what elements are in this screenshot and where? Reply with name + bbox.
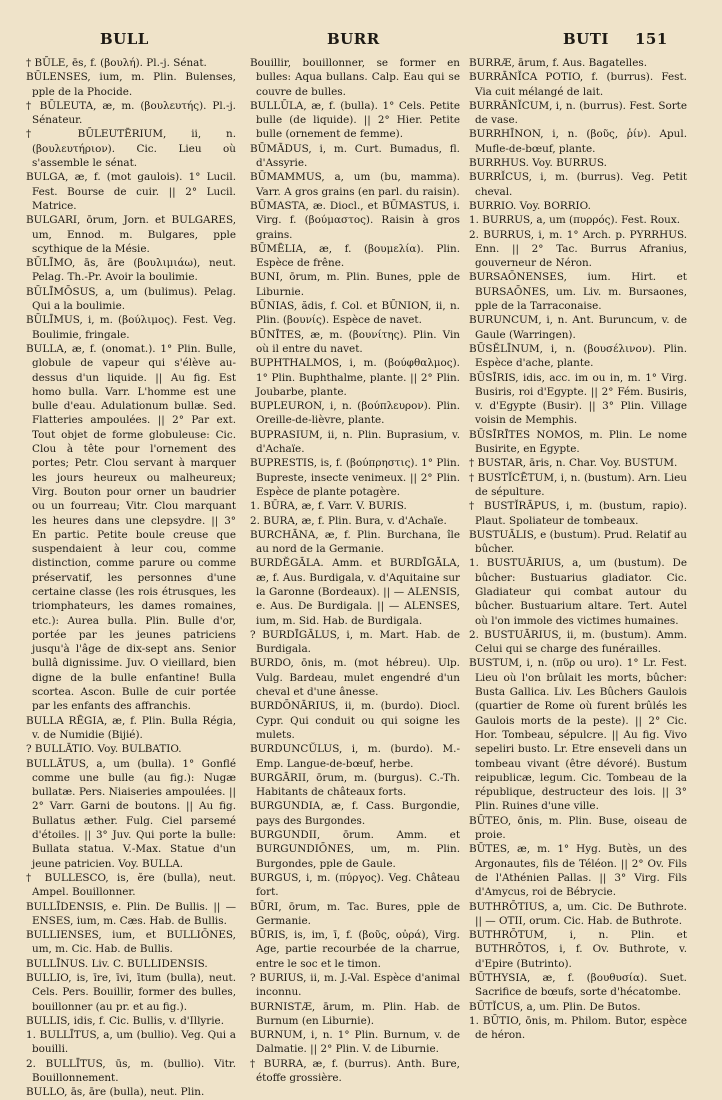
dictionary-entry: ? BURDĪGĀLUS, i, m. Mart. Hab. de Burdigala. <box>250 628 460 656</box>
dictionary-entry: BŪMĒLIA, æ, f. (βουμελία). Plin. Espèce de frêne. <box>250 242 460 270</box>
dictionary-entry: BURRHĪNON, i, n. (βοῦς, ῥίν). Apul. Mufle-de-bœuf, plante. <box>469 128 687 155</box>
dictionary-entry: † BURRA, æ, f. (burrus). Anth. Bure, étoffe grossière. <box>250 1057 460 1085</box>
dictionary-entry: BUNI, ōrum, m. Plin. Bunes, pple de Liburnie. <box>250 271 460 298</box>
dictionary-entry: BUPLEURON, i, n. (βούπλευρον). Plin. Oreille-de-lièvre, plante. <box>250 400 460 427</box>
page-number: 151 <box>635 30 668 48</box>
dictionary-entry: BUTHRŌTIUS, a, um. Cic. De Buthrote. || — OTII, orum. Cic. Hab. de Buthrote. <box>469 900 687 927</box>
dictionary-entry: BURRĬCUS, i, m. (burrus). Veg. Petit cheval. <box>469 171 687 198</box>
column-right <box>469 56 687 1078</box>
dictionary-entry: 2. BURA, æ, f. Plin. Bura, v. d'Achaïe. <box>250 514 447 527</box>
dictionary-entry: BŪLĪMUS, i, m. (βούλιμος). Fest. Veg. Boulimie, fringale. <box>26 314 236 341</box>
dictionary-entry: 1. BŪRA, æ, f. Varr. V. BURIS. <box>250 500 407 513</box>
dictionary-entry: BŪNIAS, ădis, f. Col. et BŪNION, ii, n. Plin. (βουνίς). Espèce de navet. <box>250 300 460 327</box>
dictionary-entry: BUSTUĀLIS, e (bustum). Prud. Relatif au bûcher. <box>469 528 687 556</box>
dictionary-entry: BURNISTÆ, ārum, m. Plin. Hab. de Burnum (en Liburnie). <box>250 1000 460 1027</box>
dictionary-entry: ? BURIUS, ii, m. J.-Val. Espèce d'animal inconnu. <box>250 972 460 999</box>
dictionary-entry: BUPRESTIS, is, f. (βούπρηστις). 1° Plin. Bupreste, insecte venimeux. || 2° Plin. Espèce de plante potagère. <box>250 457 460 498</box>
dictionary-entry: BULLA, æ, f. (onomat.). 1° Plin. Bulle, globule de vapeur qui s'élève au-dessus d'un liquide. || Au fig. Est homo bulla. Varr. L'homme est une bulle d'eau. Adulationum bullæ. Sed. Flatteries ampoulées. || 2° Par ext. Tout objet de forme globuleuse: Cic. Clou à tête pour l'ornement des portes; Petr. Clou servant à marquer les jours heureux ou malheureux; Virg. Bouton pour orner un baudrier ou un fourreau; Vitr. Clou marquant les heures dans une clepsydre. || 3° En partic. Petite boule creuse que suspendaient à leur cou, comme distinction, comme parure ou comme préservatif, les personnes d'une certaine classe (les rois étrusques, les triomphateurs, les dames romaines, etc.): Aurea bulla. Plin. Bulle d'or, portée par les jeunes patriciens jusqu'à l'âge de dix-sept ans. Senior bullâ dignissime. Juv. O vieillard, bien digne de la bulle enfantine! Bulla scortea. Ascon. Bulle de cuir portée par les enfants des affranchis. <box>26 342 236 713</box>
dictionary-entry: BURUNCUM, i, n. Ant. Buruncum, v. de Gaule (Warringen). <box>469 314 687 341</box>
dictionary-entry: BURRIO. Voy. BORRIO. <box>469 199 591 212</box>
dictionary-entry: † BŪLE, ēs, f. (βουλή). Pl.-j. Sénat. <box>26 57 207 69</box>
dictionary-entry: BŪMAMMUS, a, um (bu, mamma). Varr. A gros grains (en parl. du raisin). <box>250 171 460 198</box>
running-head-left: BULL <box>100 30 149 48</box>
dictionary-entry: 1. BUSTUĀRIUS, a, um (bustum). De bûcher: Bustuarius gladiator. Cic. Gladiateur qui combat autour du bûcher. Bustuarium altare. Tert. Autel où l'on immole des victimes humaines. <box>469 557 687 627</box>
dictionary-entry: BULLĪDENSIS, e. Plin. De Bullis. || — ENSES, ium, m. Cæs. Hab. de Bullis. <box>26 900 236 927</box>
dictionary-entry: BŪMASTA, æ. Diocl., et BŪMASTUS, i. Virg. f. (βούμαστος). Raisin à gros grains. <box>250 199 460 241</box>
dictionary-entry: BURCHĀNA, æ, f. Plin. Burchana, île au nord de la Germanie. <box>250 528 460 556</box>
dictionary-entry: BURDO, ōnis, m. (mot hébreu). Ulp. Vulg. Bardeau, mulet engendré d'un cheval et d'une ânesse. <box>250 657 460 699</box>
dictionary-entry: BŪTES, æ, m. 1° Hyg. Butès, un des Argonautes, fils de Téléon. || 2° Ov. Fils de l'Athénien Pallas. || 3° Virg. Fils d'Amycus, roi de Bébrycie. <box>469 843 687 899</box>
running-head-center: BURR <box>327 30 380 48</box>
dictionary-entry: BUTHRŌTUM, i, n. Plin. et BUTHRŌTOS, i, f. Ov. Buthrote, v. d'Epire (Butrinto). <box>469 929 687 970</box>
dictionary-entry: BŪLĪMŌSUS, a, um (bulimus). Pelag. Qui a la boulimie. <box>26 285 236 313</box>
dictionary-entry: BURGĀRII, ōrum, m. (burgus). C.-Th. Habitants de châteaux forts. <box>250 771 460 799</box>
dictionary-entry: † BULLESCO, is, ĕre (bulla), neut. Ampel. Bouillonner. <box>26 871 236 899</box>
dictionary-entry: 1. BURRUS, a, um (πυρρός). Fest. Roux. <box>469 214 681 227</box>
dictionary-entry: † BŪLEUTĒRIUM, ii, n. (βουλευτήριον). Cic. Lieu où s'assemble le sénat. <box>26 128 236 170</box>
dictionary-entry: 1. BŪTIO, ōnis, m. Philom. Butor, espèce de héron. <box>469 1014 687 1042</box>
dictionary-entry: BULGARI, ōrum, Jorn. et BULGARES, um, Ennod. m. Bulgares, pple scythique de la Mésie. <box>26 214 236 255</box>
dictionary-entry: BŪTHYSIA, æ, f. (βουθυσία). Suet. Sacrifice de bœufs, sorte d'hécatombe. <box>469 972 687 999</box>
dictionary-entry: BURRĀNĬCA POTIO, f. (burrus). Fest. Via cuit mélangé de lait. <box>469 71 687 98</box>
dictionary-entry: † BUSTAR, āris, n. Char. Voy. BUSTUM. <box>469 457 678 470</box>
dictionary-entry: ? BULLĀTIO. Voy. BULBATIO. <box>26 743 182 756</box>
dictionary-entry: BURNUM, i, n. 1° Plin. Burnum, v. de Dalmatie. || 2° Plin. V. de Liburnie. <box>250 1029 460 1056</box>
dictionary-entry: Bouillir, bouillonner, se former en bulles: Aqua bullans. Calp. Eau qui se couvre de bulles. <box>250 57 460 98</box>
dictionary-entry: BŪNĪTES, æ, m. (βουνίτης). Plin. Vin où il entre du navet. <box>250 328 460 355</box>
dictionary-entry: BUPHTHALMOS, i, m. (βούφθαλμος). 1° Plin. Buphthalme, plante. || 2° Plin. Joubarbe, plante. <box>250 357 460 398</box>
dictionary-entry: BURRHUS. Voy. BURRUS. <box>469 157 607 170</box>
dictionary-entry: 1. BULLĪTUS, a, um (bullio). Veg. Qui a bouilli. <box>26 1029 236 1056</box>
dictionary-entry: BURGUS, i, m. (πύργος). Veg. Château fort. <box>250 871 460 899</box>
dictionary-entry: BULLO, ās, āre (bulla), neut. Plin. <box>26 1086 205 1099</box>
dictionary-entry: BŪLĪMO, ās, āre (βουλιμιάω), neut. Pelag. Th.-Pr. Avoir la boulimie. <box>26 257 236 284</box>
dictionary-entry: BURDUNCŬLUS, i, m. (burdo). M.-Emp. Langue-de-bœuf, herbe. <box>250 743 460 770</box>
dictionary-entry: BULLIO, is, īre, īvi, ītum (bulla), neut. Cels. Pers. Bouillir, former des bulles, bouillonner (au pr. et au fig.). <box>26 972 236 1013</box>
dictionary-entry: BULGA, æ, f. (mot gaulois). 1° Lucil. Fest. Bourse de cuir. || 2° Lucil. Matrice. <box>26 171 236 212</box>
dictionary-entry: BULLĀTUS, a, um (bulla). 1° Gonflé comme une bulle (au fig.): Nugæ bullatæ. Pers. Niaiseries ampoulées. || 2° Varr. Garni de boutons. || Au fig. Bullatus æther. Fulg. Ciel parsemé d'étoiles. || 3° Juv. Qui porte la bulle: Bullata statua. V.-Max. Statue d'un jeune patricien. Voy. BULLA. <box>26 757 236 870</box>
dictionary-entry: BURRÆ, ārum, f. Aus. Bagatelles. <box>469 57 648 69</box>
column-left <box>26 56 236 1099</box>
dictionary-entry: BUPRASIUM, ii, n. Plin. Buprasium, v. d'Achaïe. <box>250 428 460 456</box>
dictionary-entry: BURDŌNĀRIUS, ii, m. (burdo). Diocl. Cypr. Qui conduit ou qui soigne les mulets. <box>250 700 460 741</box>
dictionary-entry: BULLIENSES, ium, et BULLIŌNES, um, m. Cic. Hab. de Bullis. <box>26 929 236 956</box>
column-middle <box>250 56 460 1085</box>
dictionary-entry: BŪMĀDUS, i, m. Curt. Bumadus, fl. d'Assyrie. <box>250 142 460 170</box>
dictionary-entry: BŪSĪRĪTES NOMOS, m. Plin. Le nome Busirite, en Egypte. <box>469 428 687 456</box>
dictionary-entry: † BŪLEUTA, æ, m. (βουλευτής). Pl.-j. Sénateur. <box>26 99 236 127</box>
dictionary-entry: BŪLENSES, ium, m. Plin. Bulenses, pple de la Phocide. <box>26 71 236 98</box>
dictionary-entry: BURDĔGĀLA. Amm. et BURDĪGĀLA, æ, f. Aus. Burdigala, v. d'Aquitaine sur la Garonne (Bordeaux). || — ALENSIS, e. Aus. De Burdigala. || — ALENSES, ium, m. Sid. Hab. de Burdigala. <box>250 557 460 627</box>
dictionary-entry: 2. BURRUS, i, m. 1° Arch. p. PYRRHUS. Enn. || 2° Tac. Burrus Afranius, gouverneur de Néron. <box>469 228 687 270</box>
dictionary-entry: BULLA RĒGIA, æ, f. Plin. Bulla Régia, v. de Numidie (Bijié). <box>26 714 236 741</box>
dictionary-entry: † BUSTĬCĒTUM, i, n. (bustum). Arn. Lieu de sépulture. <box>469 471 687 498</box>
dictionary-entry: BŪRI, ōrum, m. Tac. Bures, pple de Germanie. <box>250 900 460 927</box>
dictionary-entry: BŪSĔLĪNUM, i, n. (βουσέλινον). Plin. Espèce d'ache, plante. <box>469 342 687 370</box>
dictionary-entry: BUSTUM, i, n. (πῦρ ou uro). 1° Lr. Fest. Lieu où l'on brûlait les morts, bûcher: Busta Gallica. Liv. Les Bûchers Gaulois (quartier de Rome où furent brûlés les Gaulois morts de la peste). || 2° Cic. Hor. Tombeau, sépulcre. || Au fig. Vivo sepeliri busto. Lr. Etre enseveli dans un tombeau vivant (être dévoré). Bustum reipublicæ, legum. Cic. Tombeau de la république, destructeur des lois. || 3° Plin. Ruines d'une ville. <box>469 657 687 813</box>
dictionary-entry: BŪTĬCUS, a, um. Plin. De Butos. <box>469 1000 641 1013</box>
dictionary-entry: BULLĪNUS. Liv. C. BULLIDENSIS. <box>26 957 208 970</box>
dictionary-entry: BURGUNDIA, æ, f. Cass. Burgondie, pays des Burgondes. <box>250 800 460 827</box>
dictionary-entry: 2. BULLĪTUS, ūs, m. (bullio). Vitr. Bouillonnement. <box>26 1057 236 1085</box>
dictionary-entry: BŪRIS, is, im, ī, f. (βοῦς, οὐρά), Virg. Age, partie recourbée de la charrue, entre le soc et le timon. <box>250 929 460 970</box>
dictionary-entry: BURGUNDII, ōrum. Amm. et BURGUNDIŌNES, um, m. Plin. Burgondes, pple de Gaule. <box>250 829 460 870</box>
dictionary-entry: 2. BUSTUĀRIUS, ii, m. (bustum). Amm. Celui qui se charge des funérailles. <box>469 628 687 656</box>
dictionary-entry: † BUSTĬRĀPUS, i, m. (bustum, rapio). Plaut. Spoliateur de tombeaux. <box>469 500 687 527</box>
dictionary-entry: BULLIS, idis, f. Cic. Bullis, v. d'Illyrie. <box>26 1014 225 1027</box>
dictionary-entry: BŪSĪRIS, idis, acc. im ou in, m. 1° Virg. Busiris, roi d'Egypte. || 2° Fém. Busiris, v. d'Egypte (Busir). || 3° Plin. Village voisin de Memphis. <box>469 371 687 427</box>
dictionary-entry: BURSAŌNENSES, ium. Hirt. et BURSAŌNES, um. Liv. m. Bursaones, pple de la Tarraconaise. <box>469 271 687 313</box>
dictionary-entry: BULLŪLA, æ, f. (bulla). 1° Cels. Petite bulle (de liquide). || 2° Hier. Petite bulle (ornement de femme). <box>250 99 460 141</box>
running-head-right: BUTI <box>563 30 609 48</box>
dictionary-entry: BURRĀNĬCUM, i, n. (burrus). Fest. Sorte de vase. <box>469 99 687 127</box>
dictionary-entry: BŪTEO, ōnis, m. Plin. Buse, oiseau de proie. <box>469 814 687 842</box>
